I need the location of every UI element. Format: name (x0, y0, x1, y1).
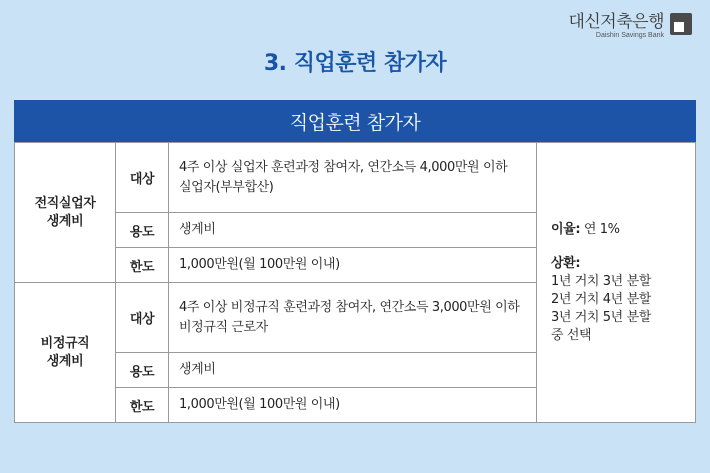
repayment-line: 3년 거치 5년 분할 (551, 309, 651, 325)
loan-table (14, 100, 696, 423)
row-value (169, 143, 537, 213)
row-value: 생계비 (169, 213, 537, 248)
repayment-line: 1년 거치 3년 분할 (551, 273, 651, 289)
row-label: 용도 (116, 213, 169, 248)
category-cell (15, 283, 116, 423)
row-label: 대상 (116, 283, 169, 353)
repayment-text (551, 255, 681, 345)
value-line: 비정규직 근로자 (179, 319, 268, 335)
rate-value: 연 1% (580, 221, 620, 237)
table-header: 직업훈련 참가자 (14, 100, 696, 142)
row-value: 생계비 (169, 353, 537, 388)
category-cell (15, 143, 116, 283)
repayment-line: 중 선택 (551, 327, 592, 343)
repayment-label: 상환: (551, 255, 581, 271)
loan-table-body (14, 142, 696, 423)
logo-subtitle: Daishin Savings Bank (595, 32, 664, 39)
logo-name: 대신저축은행 (568, 12, 664, 32)
logo-mark-icon (670, 13, 692, 35)
table-row (15, 143, 696, 213)
page-title: 3. 직업훈련 참가자 (263, 51, 447, 76)
row-label: 한도 (116, 248, 169, 283)
row-label: 대상 (116, 143, 169, 213)
value-line: 4주 이상 비정규직 훈련과정 참여자, 연간소득 3,000만원 이하 (179, 299, 520, 315)
rate-text (551, 221, 681, 239)
bank-logo (568, 12, 692, 40)
category-line: 생계비 (46, 353, 84, 369)
value-line: 4주 이상 실업자 훈련과정 참여자, 연간소득 4,000만원 이하 (179, 159, 508, 175)
category-line: 생계비 (46, 213, 84, 229)
loan-terms-cell (537, 143, 696, 423)
row-value: 1,000만원(월 100만원 이내) (169, 388, 537, 423)
row-label: 용도 (116, 353, 169, 388)
value-line: 실업자(부부합산) (179, 179, 274, 195)
row-value (169, 283, 537, 353)
repayment-line: 2년 거치 4년 분할 (551, 291, 651, 307)
category-line: 전직실업자 (34, 195, 96, 211)
category-line: 비정규직 (40, 335, 90, 351)
rate-label: 이율: (551, 221, 581, 237)
row-value: 1,000만원(월 100만원 이내) (169, 248, 537, 283)
row-label: 한도 (116, 388, 169, 423)
